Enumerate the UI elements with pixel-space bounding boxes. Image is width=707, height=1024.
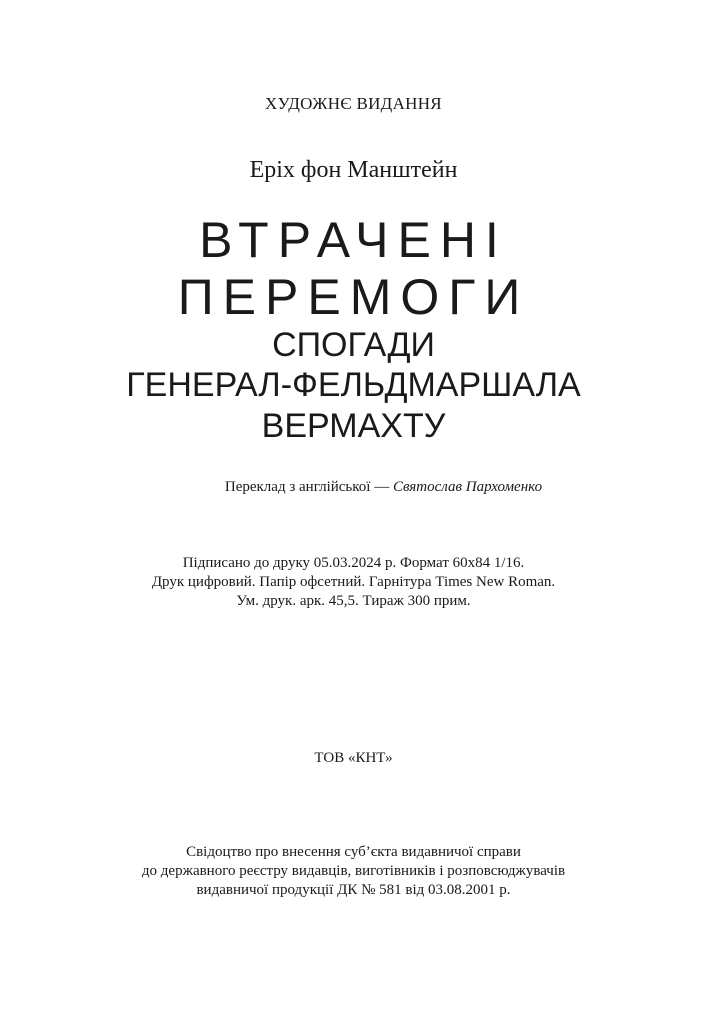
book-subtitle-line-3: ВЕРМАХТУ [261,407,446,445]
author-name: Еріх фон Манштейн [249,157,458,183]
publisher-name: ТОВ «КНТ» [314,750,393,766]
book-title-line-1: ВТРАЧЕНІ [199,212,508,268]
certificate-line-3: видавничої продукції ДК № 581 від 03.08.2001 р. [196,882,511,898]
imprint-line-2: Друк цифровий. Папір офсетний. Гарнітура Times New Roman. [151,574,556,590]
book-subtitle-line-2: ГЕНЕРАЛ-ФЕЛЬДМАРШАЛА [126,366,581,404]
imprint-line-1: Підписано до друку 05.03.2024 р. Формат 60х84 1/16. [182,555,525,571]
imprint-line-3: Ум. друк. арк. 45,5. Тираж 300 прим. [236,593,471,609]
book-subtitle-line-1: СПОГАДИ [272,326,435,364]
series-label: ХУДОЖНЄ ВИДАННЯ [265,94,442,113]
translation-credit [30,479,707,496]
translator-name: Святослав Пархоменко [392,479,543,495]
translation-prefix: Переклад з англійської — [224,479,393,495]
book-title-line-2: ПЕРЕМОГИ [177,269,530,325]
certificate-line-1: Свідоцтво про внесення суб’єкта видавничої справи [186,844,521,860]
certificate-line-2: до державного реєстру видавців, виготівників і розповсюджувачів [141,863,566,879]
